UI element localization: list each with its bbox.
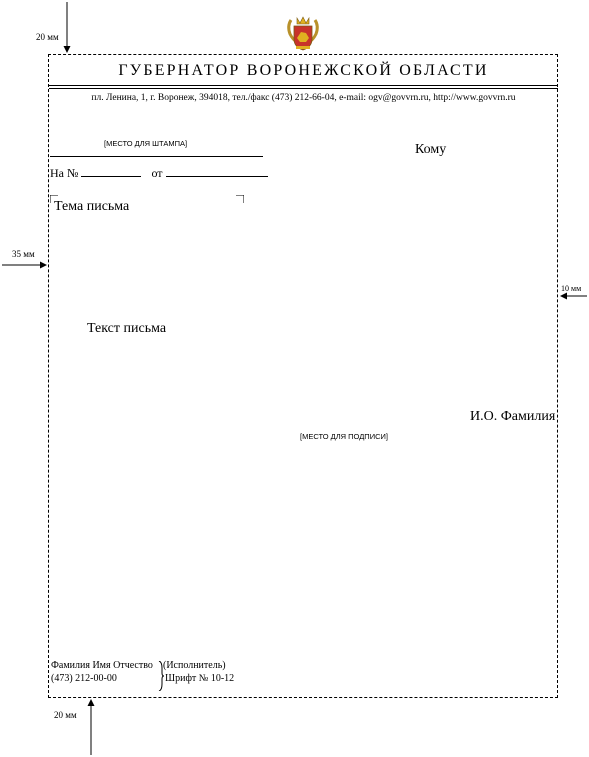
header-title: ГУБЕРНАТОР ВОРОНЕЖСКОЙ ОБЛАСТИ	[118, 62, 489, 79]
left-margin-label: 35 мм	[12, 249, 35, 259]
stamp-placeholder: [МЕСТО ДЛЯ ШТАМПА]	[104, 139, 188, 148]
executor-phone: (473) 212-00-00	[51, 673, 117, 684]
header-address: пл. Ленина, 1, г. Воронеж, 394018, тел./факс (473) 212-66-04, e-mail: ogv@govvrn.ru, http://www.govvrn.ru	[91, 93, 516, 103]
signer-name: И.О. Фамилия	[470, 409, 556, 424]
top-margin-label: 20 мм	[36, 32, 59, 42]
letter-body: Текст письма	[87, 321, 167, 336]
reference-date-label: от	[151, 166, 163, 180]
executor-name: Фамилия Имя Отчество	[51, 660, 153, 671]
coat-of-arms-icon	[283, 12, 323, 52]
right-margin-label: 10 мм	[561, 284, 582, 293]
signature-placeholder: [МЕСТО ДЛЯ ПОДПИСИ]	[300, 432, 388, 441]
bottom-margin-label: 20 мм	[54, 710, 77, 720]
letter-subject: Тема письма	[54, 199, 130, 214]
reference-number-blank	[81, 166, 141, 177]
reference-number-label: На №	[50, 166, 79, 180]
stamp-line	[50, 156, 263, 157]
subject-corner-right	[236, 195, 244, 203]
recipient: Кому	[415, 142, 447, 157]
header-rule-top	[49, 85, 558, 86]
header-rule-bottom	[49, 88, 558, 89]
executor-font-note: Шрифт № 10-12	[165, 673, 235, 684]
reference-line	[50, 166, 268, 181]
executor-role-note: (Исполнитель)	[163, 660, 226, 671]
reference-date-blank	[166, 166, 268, 177]
margin-frame	[48, 54, 558, 698]
